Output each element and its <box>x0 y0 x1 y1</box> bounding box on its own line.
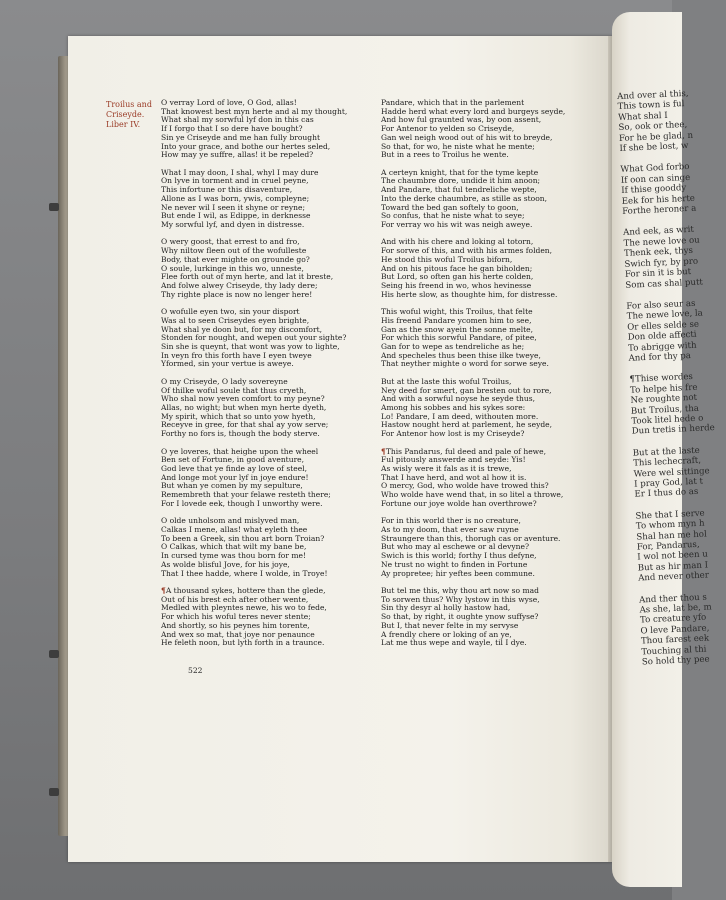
verse-line: That I have herd, and wot al how it is. <box>381 472 527 482</box>
verse-line: O verray Lord of love, O God, allas! <box>161 98 297 107</box>
verse-line: Among his sobbes and his sykes sore: <box>381 403 526 413</box>
verse-line: O wofulle eyen two, sin your disport <box>161 307 300 317</box>
verse-line: And wex so mat, that joye nor penaunce <box>161 629 315 639</box>
page-clip <box>49 788 59 796</box>
verse-line: Allas, no wight; but when myn herte dyeth, <box>161 403 327 413</box>
verse-line: A frendly chere or loking of an ye, <box>381 629 512 639</box>
stanza <box>161 378 377 439</box>
verse-line-fragment: Som cas shal putt <box>625 276 704 291</box>
verse-line: Lat me thus wepe and wayle, til I dye. <box>381 638 527 648</box>
stanza <box>381 99 597 160</box>
verse-line: My spirit, which that so unto yow hyeth, <box>161 411 316 421</box>
verse-line-fragment: The newe love, la <box>626 308 704 323</box>
verse-line: Into the derke chaumbre, as stille as stoon, <box>381 193 548 203</box>
verse-line-fragment: Eek for his herte <box>621 193 696 207</box>
verse-line-fragment: Dun tretis in herde <box>631 423 716 438</box>
verse-line: As to my doom, that ever saw ruyne <box>381 525 519 535</box>
verse-line: O soule, lurkinge in this wo, unneste, <box>161 263 304 273</box>
verse-line: And shortly, so his peynes him torente, <box>161 620 310 630</box>
verse-line-fragment: To creature yfo <box>639 613 707 626</box>
verse-line: The chaumbre dore, undide it him anoon; <box>381 176 541 186</box>
stanza <box>381 308 597 369</box>
verse-line: But tel me this, why thou art now so mad <box>381 586 539 596</box>
verse-line: ¶This Pandarus, ful deed and pale of hewe, <box>381 446 547 456</box>
verse-line: And longe mot your lyf in joye endure! <box>161 472 309 482</box>
margin-title-line: Liber IV. <box>106 120 141 129</box>
verse-line-fragment: But at the laste <box>632 445 700 459</box>
verse-line: Seing his freend in wo, whos hevinesse <box>381 281 532 291</box>
stanza <box>381 587 597 648</box>
stanza <box>161 99 377 160</box>
stanza <box>161 238 377 299</box>
verse-line: Hastow nought herd at parlement, he seyde, <box>381 420 553 430</box>
verse-line: So confus, that he niste what to seye; <box>381 211 525 221</box>
verse-line: Gan as the snow ayein the sonne melte, <box>381 324 534 334</box>
verse-line: For which his woful teres never stente; <box>161 612 311 622</box>
verse-line: But whan ye comen by my sepulture, <box>161 481 303 491</box>
page-clip <box>49 203 59 211</box>
verse-line: Ay propretee; hir yeftes been commune. <box>381 568 535 578</box>
verse-line: Allone as I was born, ywis, compleyne; <box>161 193 310 203</box>
stanza <box>161 169 377 230</box>
stanza-fragment <box>622 225 704 291</box>
verse-line: As wolde blisful Jove, for his joye, <box>161 559 290 569</box>
verse-line-fragment: For also seur as <box>626 298 696 312</box>
stanza <box>161 308 377 369</box>
verse-line-fragment: For, Pandarus, <box>636 539 700 553</box>
verse-line: But at the laste this woful Troilus, <box>381 376 512 386</box>
verse-line: Toward the bed gan softely to goon, <box>381 202 519 212</box>
verse-line: But who may al eschewe or al devyne? <box>381 542 530 552</box>
stanza <box>161 448 377 509</box>
verse-line: Who shal now yeven comfort to my peyne? <box>161 394 325 404</box>
verse-line: And on his pitous face he gan biholden; <box>381 263 533 273</box>
verse-line: Calkas I mene, allas! what eyleth thee <box>161 525 308 535</box>
verse-line: For which this sorwful Pandare, of pitee, <box>381 333 537 343</box>
verse-line: O my Criseyde, O lady sovereyne <box>161 376 288 386</box>
verse-line-fragment: For he be glad, n <box>618 130 694 144</box>
verse-line: His herte slow, as thoughte him, for distresse. <box>381 289 558 299</box>
verse-line-fragment: Thenk eek, thys <box>623 246 694 260</box>
verse-line-fragment: Don olde affecti <box>627 329 697 343</box>
verse-line: And Pandare, that ful tendreliche wepte, <box>381 185 537 195</box>
verse-line: Why niltow fleen out of the wofulleste <box>161 246 307 256</box>
verse-line: For Antenor how lost is my Criseyde? <box>381 429 525 439</box>
verse-line: For verray wo his wit was neigh aweye. <box>381 220 533 230</box>
verse-line: A certeyn knight, that for the tyme kepte <box>381 167 539 177</box>
verse-line: Receyve in gree, for that shal ay yow serve; <box>161 420 329 430</box>
verse-line: Yformed, sin your vertue is aweye. <box>161 359 294 369</box>
verse-line: Into your grace, and bothe our hertes seled, <box>161 141 331 151</box>
stanza-fragment <box>626 298 704 364</box>
verse-line-fragment: Ne roughte not <box>630 392 698 406</box>
verse-line: Ben set of Fortune, in good aventure, <box>161 455 305 465</box>
verse-line: Pandare, which that in the parlement <box>381 98 525 107</box>
verse-line-fragment: So hold thy pee <box>641 654 710 668</box>
verse-line-fragment: And for thy pa <box>628 350 692 364</box>
verse-line: Body, that ever mighte on grounde go? <box>161 254 310 264</box>
verse-line-fragment: To abrigge with <box>627 340 697 354</box>
verse-line-fragment: And over al this, <box>617 88 689 102</box>
verse-line-fragment: Forthe heroner a <box>622 203 697 217</box>
verse-line: He feleth noon, but lyth forth in a traunce. <box>161 638 325 648</box>
verse-line: So that, by right, it oughte ynow suffyse? <box>381 612 539 622</box>
verse-line: And with his chere and loking al totorn, <box>381 237 534 247</box>
right-page-text-fragments <box>617 88 716 679</box>
page-number: 522 <box>188 666 203 675</box>
verse-line: This infortune or this disaventure, <box>161 185 293 195</box>
stanza <box>381 448 597 509</box>
verse-line-fragment: O leve Pandare, <box>640 623 710 637</box>
paragraph-mark: ¶ <box>381 446 386 456</box>
stanza <box>381 238 597 299</box>
verse-line: But I, that never felte in my servyse <box>381 620 519 630</box>
verse-line-fragment: And eek, as writ <box>622 225 695 239</box>
verse-line-fragment: To whom myn h <box>635 518 705 532</box>
poem-column-right <box>381 99 597 657</box>
verse-line-fragment: I pray God, lat t <box>633 476 704 490</box>
verse-line: Ne trust no wight to finden in Fortune <box>381 559 528 569</box>
verse-line: Ful pitously answerde and seyde: Yis! <box>381 455 526 465</box>
verse-line: Lo! Pandare, I am deed, withouten more. <box>381 411 539 421</box>
verse-line: He stood this woful Troilus biforn, <box>381 254 513 264</box>
verse-line: What I may doon, I shal, whyl I may dure <box>161 167 319 177</box>
verse-line: To sorwen thus? Why lystow in this wyse, <box>381 594 540 604</box>
verse-line-fragment: So, ook or thee, <box>618 120 688 134</box>
verse-line-fragment: If thise gooddy <box>621 183 687 197</box>
verse-line: As wisly were it fals as it is trewe, <box>381 464 512 474</box>
book-page-right-partial <box>612 12 716 887</box>
stanza <box>381 169 597 230</box>
verse-line: To been a Greek, sin thou art born Troian? <box>161 533 325 543</box>
verse-line: This woful wight, this Troilus, that felte <box>381 307 533 317</box>
verse-line: If I forgo that I so dere have bought? <box>161 124 303 134</box>
verse-line-fragment: Took litel hede o <box>631 413 704 427</box>
verse-line-fragment: Er I thus do as <box>634 487 699 501</box>
verse-line: Sin thy desyr al holly hastow had, <box>381 603 511 613</box>
verse-line-fragment: This town is ful <box>617 99 685 113</box>
verse-line: Stonden for nought, and wepen out your sighte? <box>161 333 347 343</box>
verse-line: Ney deed for smert, gan bresten out to rore, <box>381 385 552 395</box>
verse-line: God leve that ye finde ay love of steel, <box>161 464 307 474</box>
margin-title-line: Criseyde. <box>106 110 145 119</box>
verse-line: On lyve in torment and in cruel peyne, <box>161 176 309 186</box>
verse-line: In veyn fro this forth have I eyen tweye <box>161 350 312 360</box>
verse-line: And how ful graunted was, by oon assent, <box>381 115 542 125</box>
verse-line: O Calkas, which that wilt my bane be, <box>161 542 307 552</box>
verse-line-fragment: If she be lost, w <box>619 140 689 154</box>
verse-line: For Antenor to yelden so Criseyde, <box>381 124 515 134</box>
verse-line-fragment: I wol not been u <box>637 549 709 563</box>
verse-line: That neyther mighte o word for sorwe seye. <box>381 359 549 369</box>
verse-line: Straungere than this, thorugh cas or aventure. <box>381 533 561 543</box>
stanza <box>381 378 597 439</box>
verse-line: O ye loveres, that heighe upon the wheel <box>161 446 319 456</box>
verse-line: Medled with pleyntes newe, his wo to fede, <box>161 603 327 613</box>
verse-line-fragment: But Troilus, tha <box>630 403 700 417</box>
verse-line: Swich is this world; forthy I thus defyne, <box>381 551 537 561</box>
verse-line-fragment: And never other <box>638 570 710 584</box>
stanza <box>161 587 377 648</box>
stanza-fragment <box>639 592 712 668</box>
verse-line-fragment: What God forbo <box>620 162 690 176</box>
verse-line-fragment: For sin it is but <box>624 267 692 280</box>
stanza-fragment <box>617 88 694 154</box>
verse-line: Thy righte place is now no lenger here! <box>161 289 313 299</box>
verse-line: For in this world ther is no creature, <box>381 516 521 526</box>
verse-line-fragment: She that I serve <box>635 508 705 522</box>
verse-line: So that, for wo, he niste what he mente; <box>381 141 535 151</box>
margin-title-line: Troilus and <box>106 100 152 109</box>
verse-line-fragment: What shal I <box>617 110 668 123</box>
verse-line-fragment: Shal han me hol <box>636 529 707 543</box>
verse-line: What shal my sorwful lyf don in this cas <box>161 115 314 125</box>
verse-line: How may ye suffre, allas! it be repeled? <box>161 150 314 160</box>
verse-line: Gan wel neigh wood out of his wit to breyde, <box>381 132 553 142</box>
verse-line: Who wolde have wend that, in so litel a throwe, <box>381 490 564 500</box>
page-clip <box>49 650 59 658</box>
verse-line: Flee forth out of myn herte, and lat it breste, <box>161 272 334 282</box>
margin-title <box>106 100 160 130</box>
verse-line: ¶A thousand sykes, hottere than the glede, <box>161 586 326 596</box>
verse-line-fragment: And ther thou s <box>638 592 708 606</box>
verse-line: But ende I wil, as Edippe, in derknesse <box>161 211 311 221</box>
verse-line: O olde unholsom and mislyved man, <box>161 516 300 526</box>
verse-line-fragment: Swich fyr, by pro <box>624 256 699 270</box>
verse-line-fragment: Touching al thi <box>641 644 707 658</box>
poem-column-left <box>161 99 377 657</box>
verse-line: But Lord, so often gan his herte colden, <box>381 272 534 282</box>
verse-line: Sin she is queynt, that wont was yow to lighte, <box>161 342 340 352</box>
verse-line: Out of his brest ech after other wente, <box>161 594 309 604</box>
verse-line-fragment: Or elles selde se <box>627 319 700 333</box>
verse-line: In cursed tyme was thou born for me! <box>161 551 306 561</box>
verse-line: O wery goost, that errest to and fro, <box>161 237 300 247</box>
stanza-fragment <box>629 372 716 438</box>
paragraph-mark: ¶ <box>161 586 166 596</box>
stanza <box>381 517 597 578</box>
verse-line-fragment: Were wel sittinge <box>633 465 710 480</box>
verse-line: Gan for to wepe as tendreliche as he; <box>381 342 525 352</box>
stanza-fragment <box>632 445 710 501</box>
verse-line: And folwe alwey Criseyde, thy lady dere; <box>161 281 318 291</box>
verse-line: Sin ye Criseyde and me han fully brought <box>161 132 321 142</box>
verse-line: My sorwful lyf, and dyen in distresse. <box>161 220 305 230</box>
stanza <box>161 517 377 578</box>
verse-line: What shal ye doon but, for my discomfort, <box>161 324 323 334</box>
verse-line: But in a rees to Troilus he wente. <box>381 150 509 160</box>
verse-line: Forthy no fors is, though the body sterve. <box>161 429 320 439</box>
verse-line: That I thee hadde, where I wolde, in Troye! <box>161 568 328 578</box>
verse-line: Hadde herd what every lord and burgeys seyde, <box>381 106 566 116</box>
verse-line-fragment: The newe love ou <box>623 235 700 249</box>
verse-line: Of thilke woful soule that thus cryeth, <box>161 385 307 395</box>
verse-line-fragment: As she, lat be, m <box>639 602 712 616</box>
verse-line-fragment: If oon can singe <box>620 172 691 186</box>
verse-line: Remembreth that your felawe resteth there; <box>161 490 331 500</box>
stanza-fragment <box>635 508 708 584</box>
verse-line-fragment: This lechecraft, <box>633 455 702 469</box>
verse-line: And specheles thus been thise ilke tweye, <box>381 350 541 360</box>
verse-line-fragment: But as hir man I <box>637 560 709 574</box>
verse-line: For sorwe of this, and with his armes folden, <box>381 246 553 256</box>
verse-line: Fortune our joye wolde han overthrowe? <box>381 498 537 508</box>
verse-line: For I lovede eek, though I unworthy were. <box>161 498 323 508</box>
verse-line: Ne never wil I seen it shyne or reyne; <box>161 202 305 212</box>
verse-line: And with a sorwful noyse he seyde thus, <box>381 394 536 404</box>
verse-line-fragment: To helpe his fre <box>629 382 698 396</box>
verse-line-fragment: Thou farest eek <box>640 633 710 647</box>
verse-line-fragment: ¶Thise wordes <box>629 372 694 386</box>
verse-line: His freend Pandare ycomen him to see, <box>381 315 532 325</box>
verse-line: That knowest best myn herte and al my thought, <box>161 106 348 116</box>
verse-line: Was al to seen Criseydes eyen brighte, <box>161 315 310 325</box>
stanza-fragment <box>620 162 697 217</box>
verse-line: O mercy, God, who wolde have trowed this? <box>381 481 549 491</box>
